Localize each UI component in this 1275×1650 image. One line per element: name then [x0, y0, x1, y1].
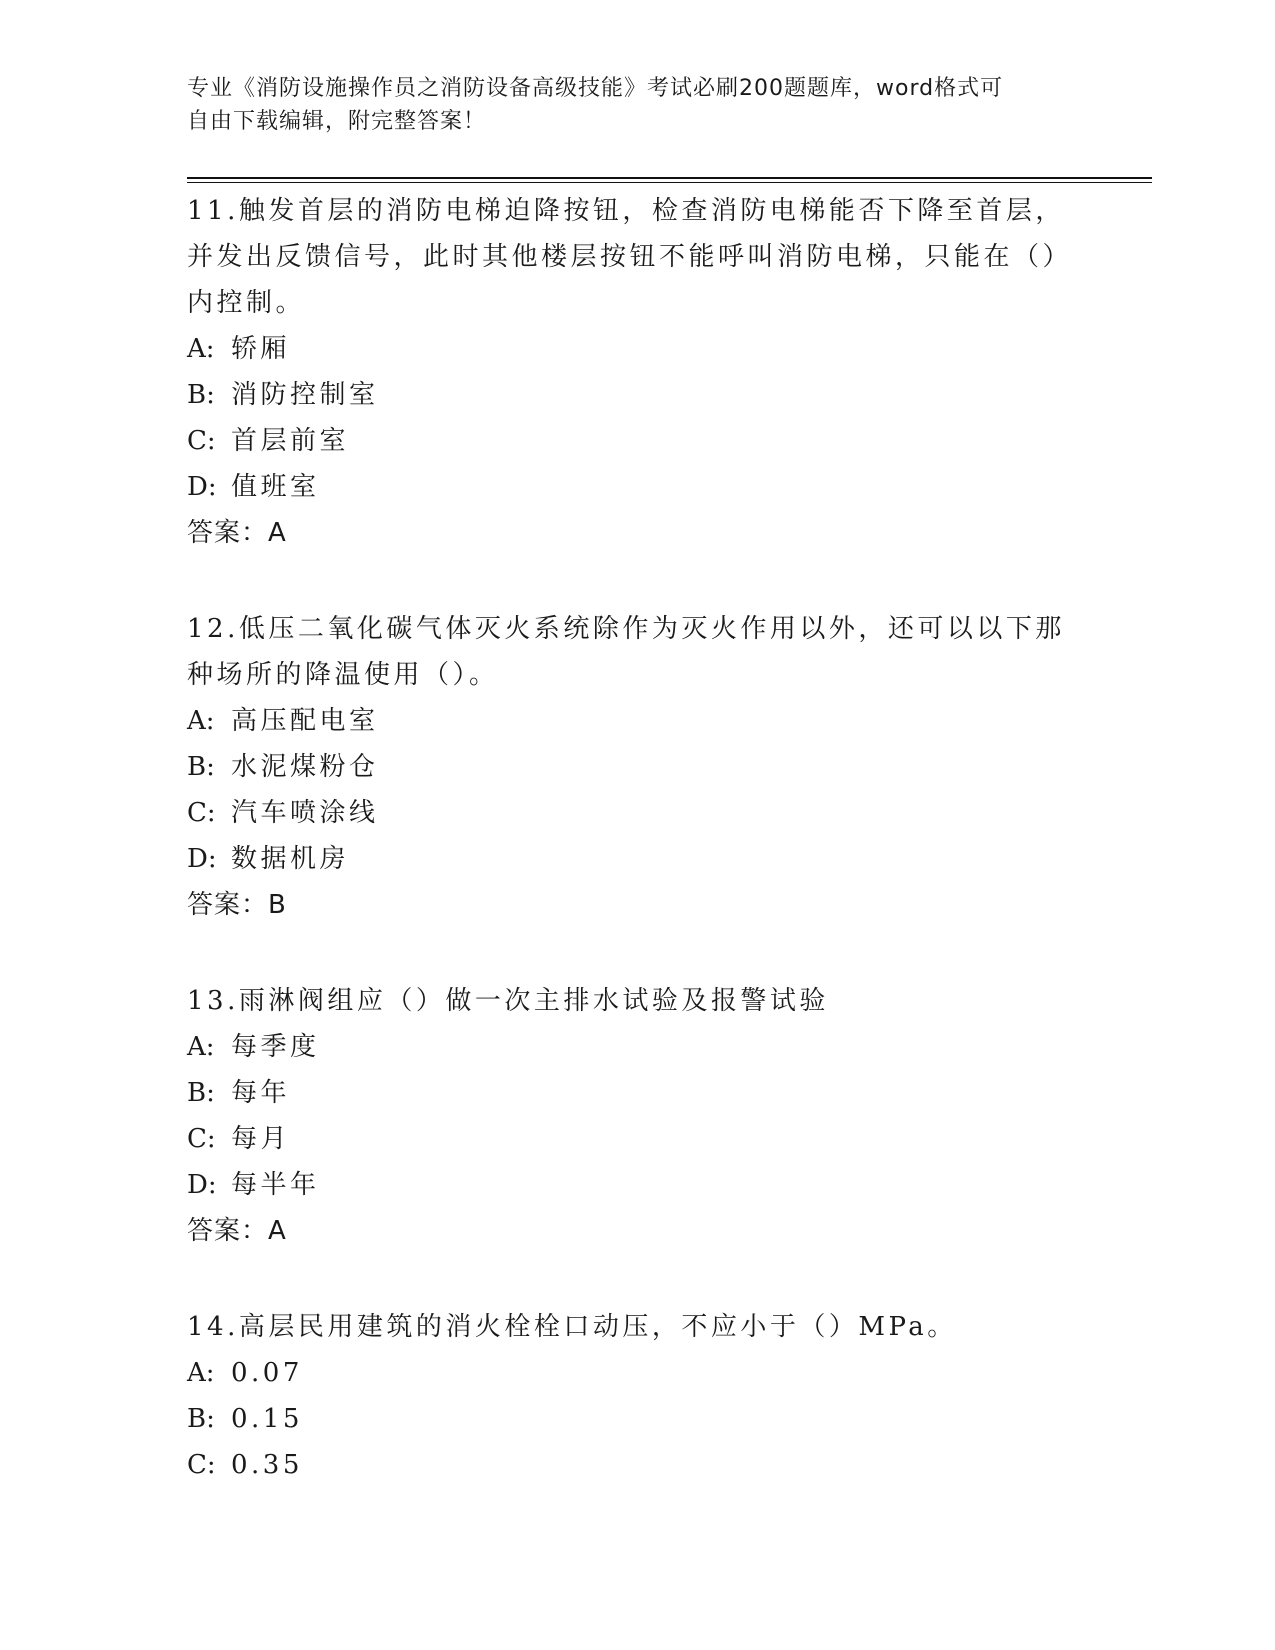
- option-text: 数据机房: [231, 844, 350, 874]
- question-stem: 12.低压二氧化碳气体灭火系统除作为灭火作用以外，还可以以下那种场所的降温使用（）。: [187, 614, 1065, 690]
- option-b: [187, 1070, 1087, 1116]
- option-text: 首层前室: [231, 426, 350, 456]
- option-label: A:: [187, 1358, 215, 1388]
- option-text: 0.07: [231, 1358, 303, 1388]
- option-label: C:: [187, 1450, 216, 1480]
- option-label: C:: [187, 1124, 216, 1154]
- option-label: C:: [187, 426, 216, 456]
- header-rule-thin: [187, 182, 1152, 183]
- option-label: B:: [187, 380, 215, 410]
- option-text: 每半年: [231, 1170, 320, 1200]
- option-label: A:: [187, 706, 215, 736]
- question-list: [187, 188, 1087, 1538]
- option-a: [187, 1024, 1087, 1070]
- option-b: [187, 1396, 1087, 1442]
- question-14: [187, 1304, 1087, 1488]
- option-b: [187, 372, 1087, 418]
- option-label: B:: [187, 752, 215, 782]
- option-b: [187, 744, 1087, 790]
- option-label: B:: [187, 1404, 215, 1434]
- option-label: B:: [187, 1078, 215, 1108]
- option-text: 汽车喷涂线: [231, 798, 379, 828]
- option-label: C:: [187, 798, 216, 828]
- question-stem: 11.触发首层的消防电梯迫降按钮，检查消防电梯能否下降至首层，并发出反馈信号，此时其他楼层按钮不能呼叫消防电梯，只能在（）内控制。: [187, 196, 1073, 318]
- header-line-1: 专业《消防设施操作员之消防设备高级技能》考试必刷200题题库，word格式可: [187, 76, 1004, 101]
- option-a: [187, 698, 1087, 744]
- header-rule-thick: [187, 177, 1152, 179]
- option-c: [187, 1116, 1087, 1162]
- question-11: [187, 188, 1087, 556]
- question-12: [187, 606, 1087, 928]
- header-line-2: 自由下载编辑，附完整答案！: [187, 109, 487, 134]
- option-label: D:: [187, 844, 217, 874]
- option-d: [187, 464, 1087, 510]
- option-text: 0.35: [231, 1450, 303, 1480]
- option-label: D:: [187, 472, 217, 502]
- option-text: 每月: [231, 1124, 291, 1154]
- option-text: 轿厢: [231, 334, 291, 364]
- option-text: 每季度: [231, 1032, 320, 1062]
- option-text: 值班室: [231, 472, 320, 502]
- option-label: A:: [187, 1032, 215, 1062]
- question-stem: 14.高层民用建筑的消火栓栓口动压，不应小于（）MPa。: [187, 1312, 957, 1342]
- option-text: 消防控制室: [231, 380, 379, 410]
- option-text: 每年: [231, 1078, 291, 1108]
- option-c: [187, 418, 1087, 464]
- option-a: [187, 1350, 1087, 1396]
- answer-line: 答案：A: [187, 518, 287, 548]
- option-c: [187, 1442, 1087, 1488]
- option-d: [187, 1162, 1087, 1208]
- answer-line: 答案：B: [187, 890, 287, 920]
- option-label: D:: [187, 1170, 217, 1200]
- option-c: [187, 790, 1087, 836]
- option-text: 水泥煤粉仓: [231, 752, 379, 782]
- question-stem: 13.雨淋阀组应（）做一次主排水试验及报警试验: [187, 986, 829, 1016]
- option-a: [187, 326, 1087, 372]
- option-text: 0.15: [231, 1404, 303, 1434]
- document-header: [187, 72, 1067, 138]
- option-text: 高压配电室: [231, 706, 379, 736]
- answer-line: 答案：A: [187, 1216, 287, 1246]
- option-d: [187, 836, 1087, 882]
- option-label: A:: [187, 334, 215, 364]
- question-13: [187, 978, 1087, 1254]
